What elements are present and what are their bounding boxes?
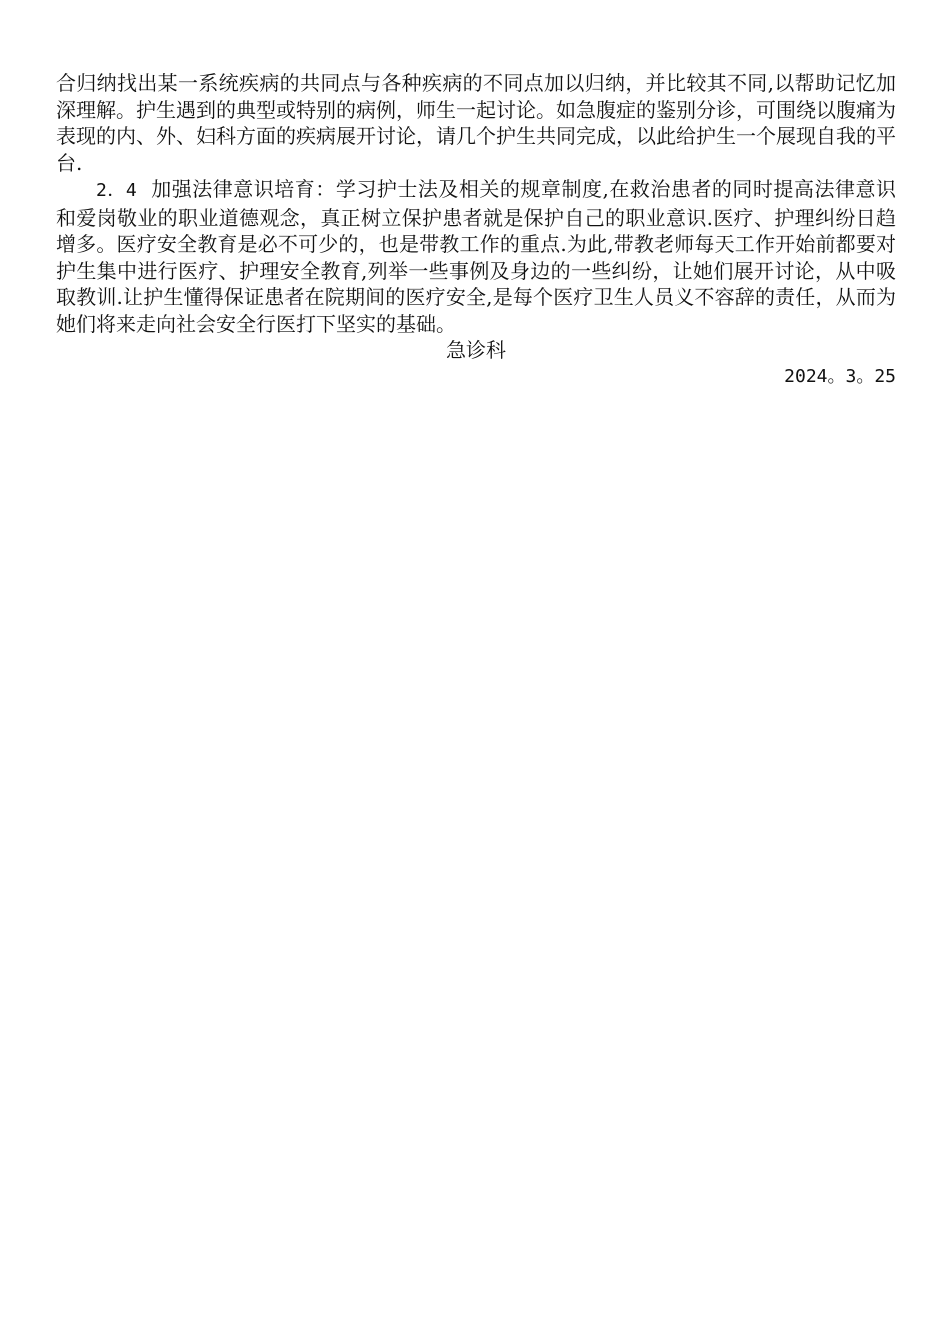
document-page: [56, 70, 896, 390]
document-date: 2024。3。25: [784, 365, 896, 387]
paragraph-1: 合归纳找出某一系统疾病的共同点与各种疾病的不同点加以归纳，并比较其不同,以帮助记忆加深理解。护生遇到的典型或特别的病例，师生一起讨论。如急腹症的鉴别分诊，可围绕以腹痛为表现的内、外、妇科方面的疾病展开讨论，请几个护生共同完成，以此给护生一个展现自我的平台.: [56, 71, 896, 175]
section-number: 2．4: [96, 180, 137, 201]
paragraph-2: [56, 176, 896, 337]
department-signature: 急诊科: [446, 338, 506, 362]
paragraph-2-text: 加强法律意识培育：学习护士法及相关的规章制度,在救治患者的同时提高法律意识和爱岗敬业的职业道德观念，真正树立保护患者就是保护自己的职业意识.医疗、护理纠纷日趋增多。医疗安全教育是必不可少的，也是带教工作的重点.为此,带教老师每天工作开始前都要对护生集中进行医疗、护理安全教育,列举一些事例及身边的一些纠纷，让她们展开讨论，从中吸取教训.让护生懂得保证患者在院期间的医疗安全,是每个医疗卫生人员义不容辞的责任，从而为她们将来走向社会安全行医打下坚实的基础。: [56, 177, 896, 336]
